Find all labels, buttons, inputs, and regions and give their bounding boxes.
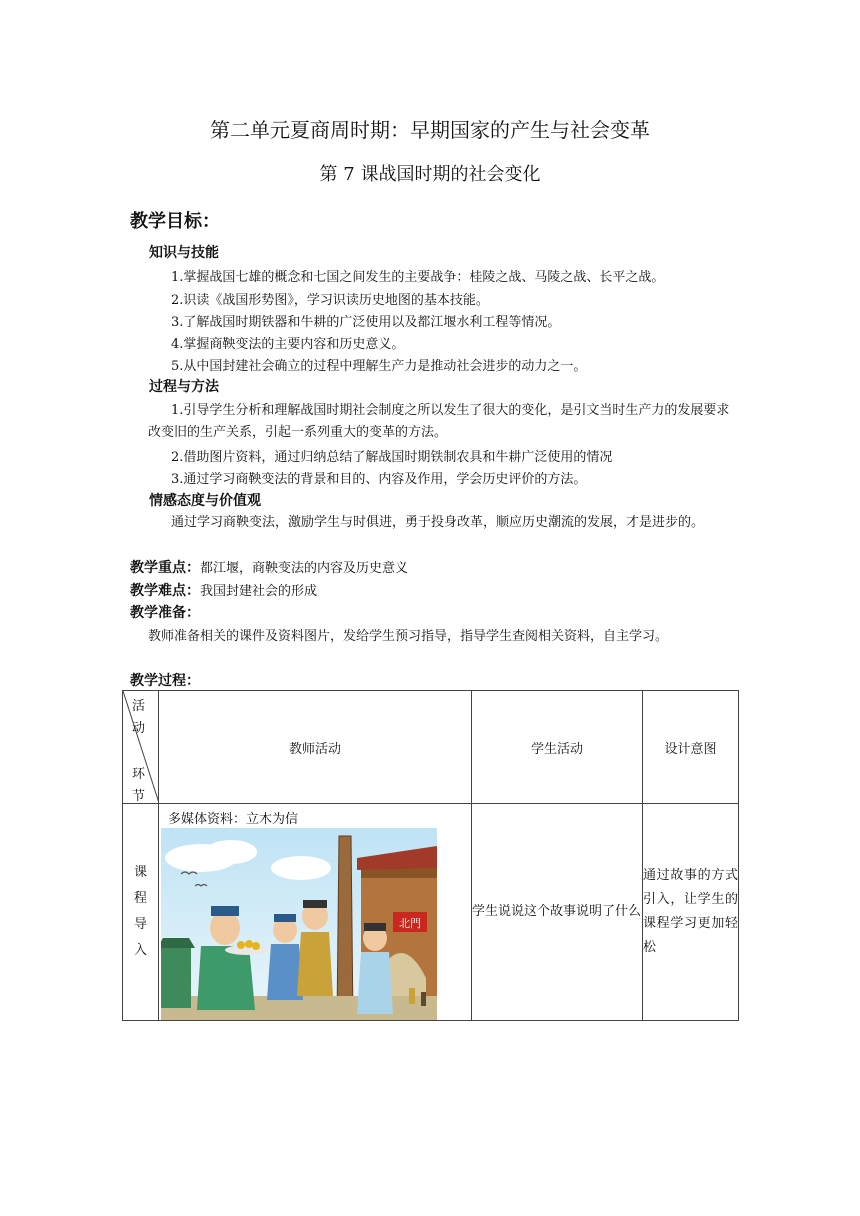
key-point-label: 教学重点： <box>130 560 200 576</box>
unit-title: 第二单元夏商周时期：早期国家的产生与社会变革 <box>210 118 650 142</box>
process-item: 2.借助图片资料，通过归纳总结了解战国时期铁制农具和牛耕广泛使用的情况 <box>171 450 613 465</box>
cartoon-illustration <box>161 828 437 1020</box>
stage-char: 课 <box>133 865 147 880</box>
stage-cell <box>123 804 159 1021</box>
preparation-label: 教学准备： <box>130 605 200 621</box>
difficulty-text: 我国封建社会的形成 <box>200 584 318 599</box>
key-point-text: 都江堰，商鞅变法的内容及历史意义 <box>200 561 409 576</box>
knowledge-item: 1.掌握战国七雄的概念和七国之间发生的主要战争：桂陵之战、马陵之战、长平之战。 <box>171 270 665 285</box>
process-item: 1.引导学生分析和理解战国时期社会制度之所以发生了很大的变化，是引文当时生产力的发展要求改变旧的生产关系，引起一系列重大的变革的方法。 <box>148 403 730 440</box>
process-item: 3.通过学习商鞅变法的背景和目的、内容及作用，学会历史评价的方法。 <box>171 472 587 487</box>
corner-label: 动 <box>132 721 146 736</box>
corner-label: 环 <box>132 767 146 782</box>
header-teacher: 教师活动 <box>159 691 472 804</box>
difficulty-label: 教学难点： <box>130 583 200 599</box>
table-row <box>123 804 739 1021</box>
lesson-title: 第 7 课战国时期的社会变化 <box>319 164 541 185</box>
design-intent-cell: 通过故事的方式引入，让学生的课程学习更加轻松 <box>643 804 739 1021</box>
stage-char: 导 <box>133 917 147 932</box>
teaching-process-table <box>122 690 739 1021</box>
difficulty-row <box>130 580 317 600</box>
knowledge-item: 4.掌握商鞅变法的主要内容和历史意义。 <box>171 337 405 352</box>
student-activity-cell: 学生说说这个故事说明了什么 <box>472 804 643 1021</box>
knowledge-heading: 知识与技能 <box>149 245 219 261</box>
corner-label: 节 <box>132 789 146 804</box>
knowledge-item: 3.了解战国时期铁器和牛耕的广泛使用以及都江堰水利工程等情况。 <box>171 315 561 330</box>
preparation-text: 教师准备相关的课件及资料图片，发给学生预习指导，指导学生查阅相关资料，自主学习。 <box>148 629 669 644</box>
teacher-activity-cell <box>159 804 472 1021</box>
header-student: 学生活动 <box>472 691 643 804</box>
knowledge-item: 5.从中国封建社会确立的过程中理解生产力是推动社会进步的动力之一。 <box>171 359 587 374</box>
corner-cell <box>123 691 159 804</box>
stage-char: 入 <box>133 943 147 958</box>
process-method-heading: 过程与方法 <box>149 379 219 395</box>
corner-label: 活 <box>132 699 146 714</box>
emotion-heading: 情感态度与价值观 <box>149 493 261 509</box>
media-caption: 多媒体资料：立木为信 <box>168 812 299 827</box>
table-header-row <box>123 691 739 804</box>
knowledge-item: 2.识读《战国形势图》，学习识读历史地图的基本技能。 <box>171 293 489 308</box>
header-design: 设计意图 <box>643 691 739 804</box>
gate-sign: 北門 <box>399 917 421 930</box>
key-point-row <box>130 557 408 577</box>
process-heading: 教学过程： <box>130 673 200 689</box>
stage-char: 程 <box>133 891 147 906</box>
objectives-heading: 教学目标： <box>130 211 220 232</box>
emotion-text: 通过学习商鞅变法，激励学生与时俱进，勇于投身改革，顺应历史潮流的发展，才是进步的。 <box>171 515 705 530</box>
